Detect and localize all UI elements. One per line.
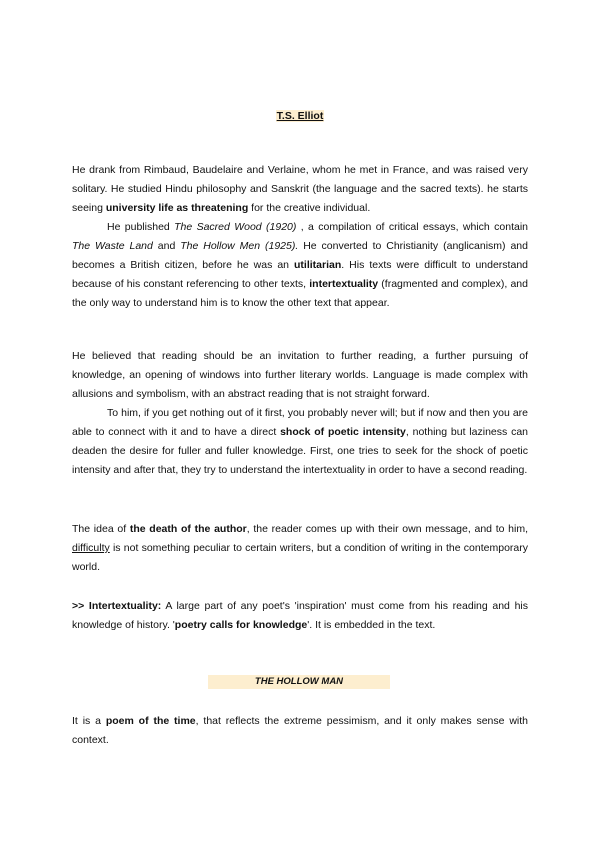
paragraph-biography-1: He drank from Rimbaud, Baudelaire and Verlaine, whom he met in France, and was raised very solitary. He studied Hindu philosophy and Sanskrit (the language and the sacred texts). he starts seeing university life as threatening for the creative individual. (72, 164, 528, 214)
section-intertextuality (72, 597, 528, 635)
subheading-hollow-man: THE HOLLOW MAN (208, 675, 390, 689)
section-reading (72, 347, 528, 480)
document-title: T.S. Elliot (276, 110, 324, 122)
section-death-of-author (72, 520, 528, 577)
section-hollow-man (72, 712, 528, 750)
section-biography (72, 161, 528, 313)
paragraph-intertextuality: >> Intertextuality: A large part of any poet's 'inspiration' must come from his reading and his knowledge of history. 'poetry calls for knowledge'. It is embedded in the text. (72, 600, 528, 631)
paragraph-death-of-author: The idea of the death of the author, the reader comes up with their own message, and to him, difficulty is not something peculiar to certain writers, but a condition of writing in the contemporary world. (72, 523, 529, 573)
paragraph-reading-2: To him, if you get nothing out of it first, you probably never will; but if now and then you are able to connect with it and to have a direct shock of poetic intensity, nothing but laziness can deaden the desire for fuller and fuller knowledge. First, one tries to seek for the shock of poetic intensity and after that, they try to understand the intertextuality in order to have a second reading. (72, 407, 528, 476)
paragraph-hollow-man: It is a poem of the time, that reflects the extreme pessimism, and it only makes sense with context. (72, 715, 529, 746)
paragraph-biography-2: He published The Sacred Wood (1920) , a compilation of critical essays, which contain The Waste Land and The Hollow Men (1925). He converted to Christianity (anglicanism) and becomes a British citizen, before he was an utilitarian. His texts were difficult to understand because of his constant referencing to other texts, intertextuality (fragmented and complex), and the only way to understand him is to know the other text that appear. (72, 221, 528, 309)
paragraph-reading-1: He believed that reading should be an invitation to further reading, a further pursuing of knowledge, an opening of windows into further literary worlds. Language is made complex with allusions and symbolism, with an abstract reading that is not straight forward. (72, 350, 528, 400)
